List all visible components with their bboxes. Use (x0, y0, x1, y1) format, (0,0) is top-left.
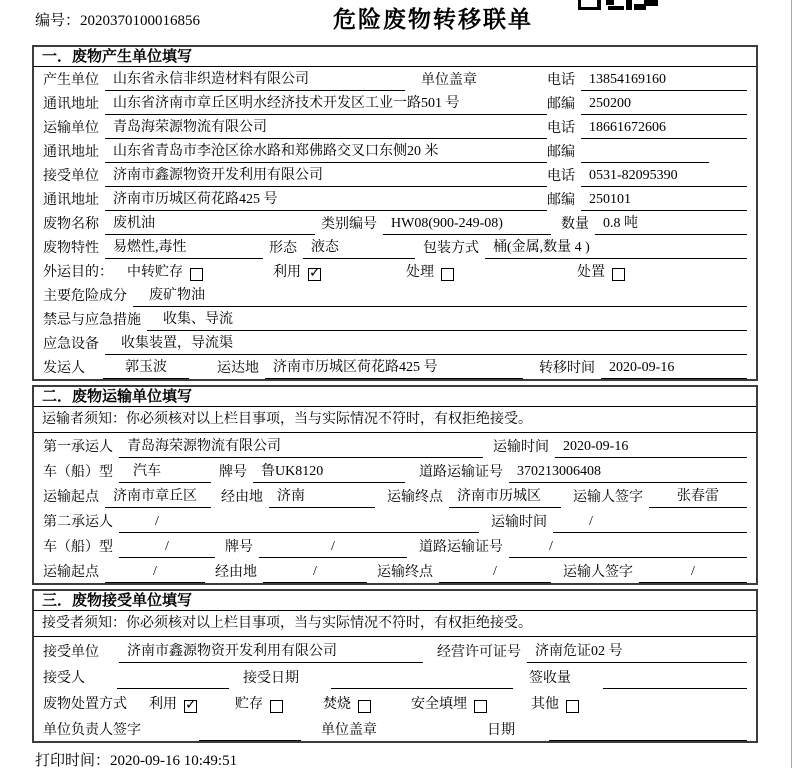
transporter-address-label: 通讯地址 (43, 145, 99, 160)
print-time-label: 打印时间： (35, 753, 111, 768)
leader-sign-row (34, 715, 756, 741)
receiver-phone-label: 电话 (547, 169, 575, 184)
producer-phone-label: 电话 (547, 73, 575, 88)
terminus1-value: 济南市历城区 (449, 488, 561, 508)
disposal-method-label: 废物处置方式 (43, 697, 127, 712)
signed-quantity-label: 签收量 (529, 671, 571, 686)
via2-label: 经由地 (215, 565, 257, 580)
origin1-value: 济南市章丘区 (105, 488, 211, 508)
permit-number-value: 济南危证02 号 (527, 643, 747, 663)
section-receiver (32, 589, 758, 743)
quantity-value: 0.8 吨 (595, 215, 747, 235)
scan-page-edge (791, 0, 792, 768)
print-time (35, 749, 237, 768)
transport-time1-label: 运输时间 (493, 440, 549, 455)
unit-seal-label: 单位盖章 (321, 723, 377, 738)
vehicle-type2-label: 车（船）型 (43, 540, 113, 555)
disposal-option-landfill (411, 696, 487, 715)
transfer-purpose-row (34, 259, 756, 283)
waste-name-value: 废机油 (105, 215, 315, 235)
transfer-purpose-label: 外运目的： (43, 265, 113, 280)
waste-name-label: 废物名称 (43, 217, 99, 232)
shipper-value: 郭玉波 (103, 359, 189, 379)
transporter-address-row (34, 139, 756, 163)
section-producer (32, 45, 758, 381)
purpose-reuse-checkbox (308, 268, 321, 281)
receiver-phone-value: 0531-82095390 (581, 167, 747, 187)
emergency-measures-row (34, 307, 756, 331)
hazard-component-row (34, 283, 756, 307)
purpose-option-reuse (273, 264, 321, 283)
category-code-label: 类别编号 (321, 217, 377, 232)
leader-sign-label: 单位负责人签字 (43, 723, 141, 738)
disposal-incineration-checkbox (358, 700, 371, 713)
receiver-unit-row (34, 163, 756, 187)
purpose-disposal-checkbox (612, 268, 625, 281)
disposal-reuse-checkbox (184, 700, 197, 713)
destination-label: 运达地 (217, 361, 259, 376)
acceptor-value (117, 670, 229, 689)
producer-zip-label: 邮编 (547, 97, 575, 112)
purpose-option-disposal (577, 264, 625, 283)
disposal-option-other (531, 696, 579, 715)
serial-label: 编号： (35, 13, 81, 29)
waste-name-row (34, 211, 756, 235)
disposal-option-reuse-label: 利用 (149, 697, 177, 712)
terminus2-label: 运输终点 (377, 565, 433, 580)
disposal-option-storage (235, 696, 283, 715)
leader-sign-value (199, 722, 301, 741)
vehicle-type1-value: 汽车 (119, 463, 211, 483)
accept-date-value (331, 670, 513, 689)
acceptor-row (34, 663, 756, 689)
waste-trait-row (34, 235, 756, 259)
physical-form-label: 形态 (269, 241, 297, 256)
section3-title: 三．废物接受单位填写 (34, 591, 756, 611)
disposal-other-checkbox (566, 700, 579, 713)
carrier-sign2-label: 运输人签字 (563, 565, 633, 580)
terminus1-label: 运输终点 (387, 490, 443, 505)
receiver-address-row (34, 187, 756, 211)
receiver-address-label: 通讯地址 (43, 193, 99, 208)
vehicle2-row (34, 533, 756, 558)
transfer-time-label: 转移时间 (539, 361, 595, 376)
receiver-zip-label: 邮编 (547, 193, 575, 208)
plate-number2-label: 牌号 (225, 540, 253, 555)
physical-form-value: 液态 (303, 239, 415, 259)
shipper-row (34, 355, 756, 379)
purpose-option-treatment (406, 264, 454, 283)
transport-time2-label: 运输时间 (491, 515, 547, 530)
transporter-unit-label: 运输单位 (43, 121, 99, 136)
second-carrier-row (34, 508, 756, 533)
disposal-option-other-label: 其他 (531, 697, 559, 712)
purpose-option-treatment-label: 处理 (406, 265, 434, 280)
purpose-option-disposal-label: 处置 (577, 265, 605, 280)
via1-value: 济南 (269, 488, 375, 508)
unit-seal-hint: 单位盖章 (421, 73, 477, 88)
seal-date-value (549, 722, 747, 741)
waste-trait-label: 废物特性 (43, 241, 99, 256)
receiver-address-value: 济南市历城区荷花路425 号 (105, 191, 547, 211)
transporter-zip-value (581, 144, 709, 163)
vehicle-type1-label: 车（船）型 (43, 465, 113, 480)
transfer-time-value: 2020-09-16 (601, 359, 747, 379)
disposal-landfill-checkbox (474, 700, 487, 713)
receiver-notice: 接受者须知：你必须核对以上栏目事项，当与实际情况不符时，有权拒绝接受。 (34, 611, 756, 637)
via1-label: 经由地 (221, 490, 263, 505)
road-cert1-label: 道路运输证号 (419, 465, 503, 480)
packing-label: 包装方式 (423, 241, 479, 256)
accept-unit-value: 济南市鑫源物资开发利用有限公司 (119, 643, 423, 663)
producer-phone-value: 13854169160 (581, 71, 747, 91)
packing-value: 桶(金属,数量 4 ) (485, 239, 747, 259)
emergency-measures-value: 收集、导流 (147, 311, 747, 331)
transporter-phone-label: 电话 (547, 121, 575, 136)
transporter-notice: 运输者须知：你必须核对以上栏目事项，当与实际情况不符时，有权拒绝接受。 (34, 407, 756, 433)
route1-row (34, 483, 756, 508)
road-cert1-value: 370213006408 (509, 463, 747, 483)
destination-value: 济南市历城区荷花路425 号 (265, 359, 523, 379)
acceptor-label: 接受人 (43, 671, 85, 686)
page-title: 危险废物转移联单 (333, 6, 533, 32)
producer-unit-label: 产生单位 (43, 73, 99, 88)
purpose-transit-storage-checkbox (190, 268, 203, 281)
first-carrier-row (34, 433, 756, 458)
road-cert2-label: 道路运输证号 (419, 540, 503, 555)
transporter-phone-value: 18661672606 (581, 119, 747, 139)
emergency-measures-label: 禁忌与应急措施 (43, 313, 141, 328)
emergency-equipment-row (34, 331, 756, 355)
carrier-sign2-value: / (639, 563, 747, 583)
producer-unit-value: 山东省永信非织造材料有限公司 (105, 71, 405, 91)
route2-row (34, 558, 756, 583)
section1-title: 一．废物产生单位填写 (34, 47, 756, 67)
hazard-component-label: 主要危险成分 (43, 289, 127, 304)
carrier-sign1-value: 张春雷 (649, 488, 747, 508)
purpose-option-transit-storage (127, 264, 203, 283)
disposal-option-reuse (149, 696, 197, 715)
plate-number1-value: 鲁UK8120 (253, 463, 405, 483)
waste-trait-value: 易燃性,毒性 (105, 239, 263, 259)
receiver-unit-value: 济南市鑫源物资开发利用有限公司 (105, 167, 547, 187)
disposal-method-row (34, 689, 756, 715)
carrier-sign1-label: 运输人签字 (573, 490, 643, 505)
receiver-zip-value: 250101 (581, 191, 747, 211)
producer-unit-row (34, 67, 756, 91)
accept-date-label: 接受日期 (243, 671, 299, 686)
origin2-value: / (105, 563, 205, 583)
permit-number-label: 经营许可证号 (437, 645, 521, 660)
transport-time1-value: 2020-09-16 (555, 438, 747, 458)
road-cert2-value: / (509, 538, 747, 558)
shipper-label: 发运人 (43, 361, 85, 376)
purpose-option-reuse-label: 利用 (273, 265, 301, 280)
print-time-value: 2020-09-16 10:49:51 (110, 753, 238, 768)
disposal-option-incineration (323, 696, 371, 715)
first-carrier-label: 第一承运人 (43, 440, 113, 455)
producer-address-row (34, 91, 756, 115)
terminus2-value: / (439, 563, 551, 583)
emergency-equipment-value: 收集装置，导流渠 (105, 335, 747, 355)
serial-value: 2020370100016856 (80, 13, 201, 29)
signed-quantity-value (603, 670, 747, 689)
second-carrier-value: / (119, 513, 479, 533)
transporter-address-value: 山东省青岛市李沧区徐水路和郑佛路交叉口东侧20 米 (105, 143, 547, 163)
via2-value: / (263, 563, 367, 583)
emergency-equipment-label: 应急设备 (43, 337, 99, 352)
section2-title: 二．废物运输单位填写 (34, 387, 756, 407)
origin2-label: 运输起点 (43, 565, 99, 580)
producer-address-label: 通讯地址 (43, 97, 99, 112)
disposal-option-landfill-label: 安全填埋 (411, 697, 467, 712)
first-carrier-value: 青岛海荣源物流有限公司 (119, 438, 483, 458)
producer-zip-value: 250200 (581, 95, 747, 115)
second-carrier-label: 第二承运人 (43, 515, 113, 530)
disposal-option-storage-label: 贮存 (235, 697, 263, 712)
transport-time2-value: / (553, 513, 747, 533)
qr-code-fragment-icon (578, 0, 660, 10)
vehicle1-row (34, 458, 756, 483)
transporter-zip-label: 邮编 (547, 145, 575, 160)
seal-date-label: 日期 (487, 723, 515, 738)
accept-unit-row (34, 637, 756, 663)
purpose-treatment-checkbox (441, 268, 454, 281)
transporter-unit-value: 青岛海荣源物流有限公司 (105, 119, 547, 139)
origin1-label: 运输起点 (43, 490, 99, 505)
plate-number2-value: / (259, 538, 407, 558)
transporter-unit-row (34, 115, 756, 139)
section-transporter (32, 385, 758, 585)
category-code-value: HW08(900-249-08) (383, 215, 551, 235)
plate-number1-label: 牌号 (219, 465, 247, 480)
accept-unit-label: 接受单位 (43, 645, 99, 660)
purpose-option-transit-storage-label: 中转贮存 (127, 265, 183, 280)
disposal-option-incineration-label: 焚烧 (323, 697, 351, 712)
receiver-unit-label: 接受单位 (43, 169, 99, 184)
serial-number (35, 9, 200, 30)
disposal-storage-checkbox (270, 700, 283, 713)
hazard-component-value: 废矿物油 (133, 287, 747, 307)
quantity-label: 数量 (561, 217, 589, 232)
producer-address-value: 山东省济南市章丘区明水经济技术开发区工业一路501 号 (105, 95, 547, 115)
vehicle-type2-value: / (119, 538, 215, 558)
